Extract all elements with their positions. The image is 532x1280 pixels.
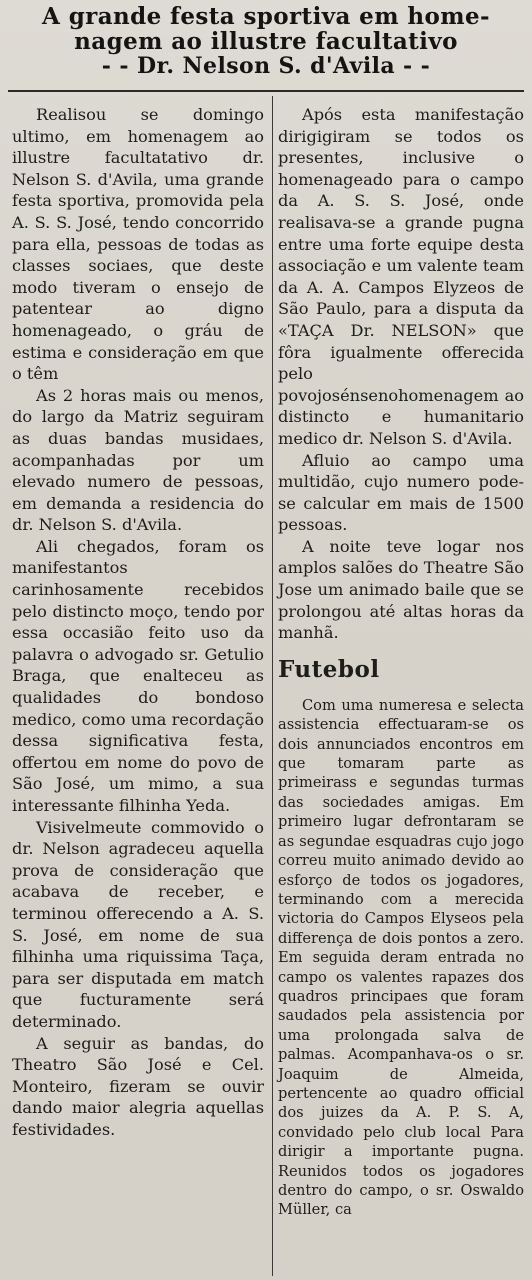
left-column (12, 104, 264, 1141)
paragraph: Com uma numeresa e selecta assistencia effectuaram-se os dois annunciados encontros em que tomaram parte as primeirass e segundas turmas das sociedades amigas. Em primeiro lugar defrontaram se as segundae esquadras cujo jogo correu muito animado devido ao esforço de todos os jogadores, terminando com a merecida victoria do Campos Elyseos pela differença de dois pontos a zero. Em seguida deram entrada no campo os valentes rapazes dos quadros principaes que foram saudados pela assistencia por uma prolongada salva de palmas. Acompanhava-os o sr. Joaquim de Almeida, pertencente ao quadro official dos juizes da A. P. S. A, convidado pelo club local Para dirigir a importante pugna. Reunidos todos os jogadores dentro do campo, o sr. Oswaldo Müller, ca (278, 696, 524, 1219)
headline-line-1: A grande festa sportiva em home- (42, 3, 490, 30)
headline-line-2: nagem ao illustre facultativo (74, 28, 458, 55)
right-column (278, 104, 524, 1220)
paragraph: A seguir as bandas, do Theatro São José e Cel. Monteiro, fizeram se ouvir dando maior alegria aquellas festividades. (12, 1033, 264, 1139)
headline-rule (8, 90, 524, 92)
article-headline (6, 4, 526, 79)
section-title: Futebol (278, 655, 380, 683)
headline-line-3: - - Dr. Nelson S. d'Avila - - (101, 53, 431, 79)
paragraph: Afluio ao campo uma multidão, cujo numero pode-se calcular em mais de 1500 pessoas. (278, 450, 524, 535)
paragraph: Realisou se domingo ultimo, em homenagem ao illustre facultatativo dr. Nelson S. d'Avila, uma grande festa sportiva, promovida pela A. S. S. José, tendo concorrido para ella, pessoas de todas as classes sociaes, que deste modo tiveram o ensejo de patentear ao digno homenageado, o gráu de estima e consideração em que o têm (12, 105, 264, 384)
paragraph: As 2 horas mais ou menos, do largo da Matriz seguiram as duas bandas musidaes, acompanhadas por um elevado numero de pessoas, em demanda a residencia do dr. Nelson S. d'Avila. (12, 385, 264, 535)
paragraph: A noite teve logar nos amplos salões do Theatre São Jose um animado baile que se prolongou até altas horas da manhã. (278, 536, 524, 643)
futebol-section (278, 656, 524, 1220)
paragraph: Ali chegados, foram os manifestantos carinhosamente recebidos pelo distincto moço, tendo por essa occasião feito uso da palavra o advogado sr. Getulio Braga, que enalteceu as qualidades do bondoso medico, como uma recordação dessa significativa festa, offertou em nome do povo de São José, um mimo, a sua interessante filhinha Yeda. (12, 536, 264, 815)
paragraph: Visivelmeute commovido o dr. Nelson agradeceu aquella prova de consideração que acabava de receber, e terminou offerecendo a A. S. S. José, em nome de sua filhinha uma riquissima Taça, para ser disputada em match que fucturamente será determinado. (12, 817, 264, 1031)
paragraph: Após esta manifestação dirigigiram se todos os presentes, inclusive o homenageado para o campo da A. S. S. José, onde realisava-se a grande pugna entre uma forte equipe desta associação e um valente team da A. A. Campos Elyzeos de São Paulo, para a disputa da «TAÇA Dr. NELSON» que fôra igualmente offerecida pelo povojosénsenohomenagem ao distincto e humanitario medico dr. Nelson S. d'Avila. (278, 105, 524, 448)
column-divider (272, 96, 273, 1276)
